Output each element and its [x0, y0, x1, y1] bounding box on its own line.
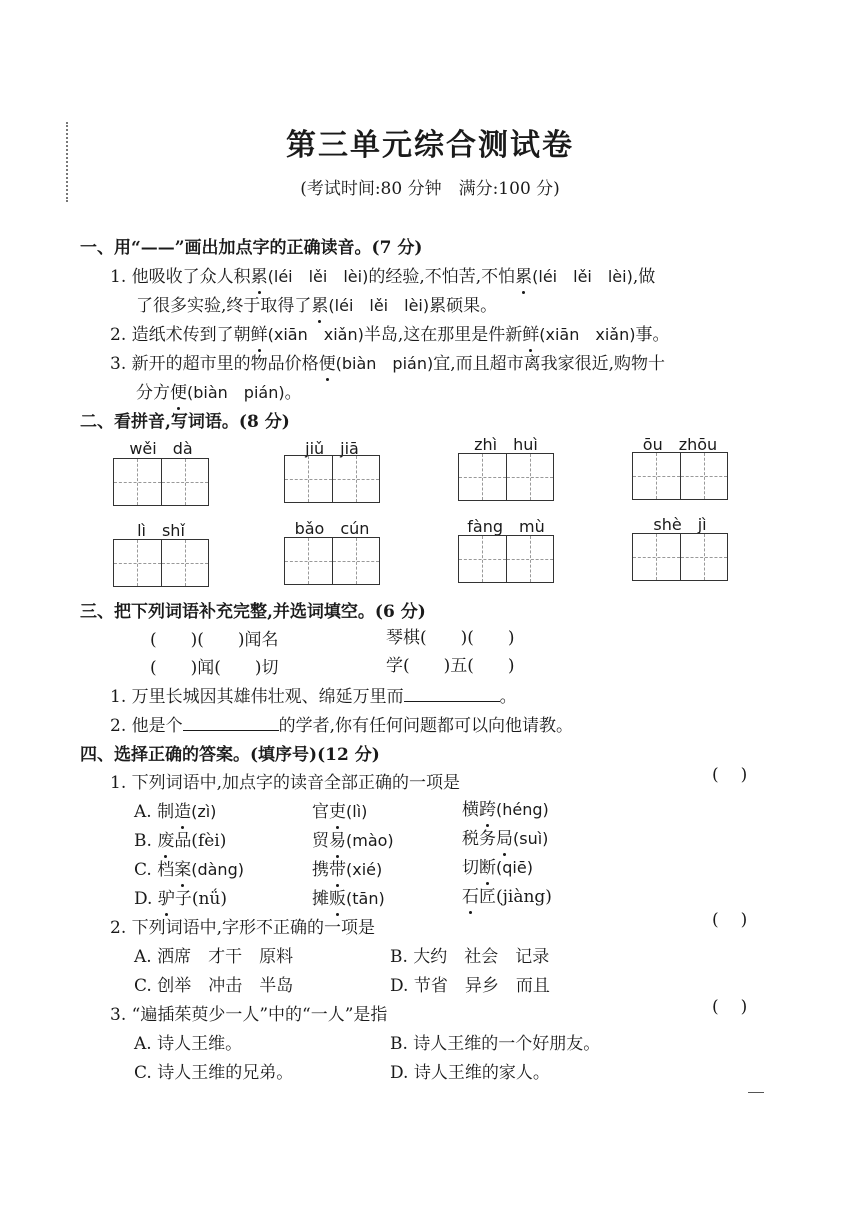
- option-B-word-2: 贸易(mào): [312, 831, 394, 851]
- pinyin-word: bǎo cún: [294, 519, 370, 538]
- answer-parentheses[interactable]: (): [712, 910, 770, 930]
- pinyin-options: (biàn pián): [187, 383, 285, 402]
- pinyin-word: ōu zhōu: [642, 435, 718, 454]
- option-C: C. 创举 冲击 半岛: [134, 976, 294, 996]
- writing-grid[interactable]: [284, 537, 380, 585]
- s4-question-2: 2. 下列词语中,字形不正确的一项是: [110, 918, 376, 938]
- option-A: A. 洒席 才干 原料: [134, 947, 294, 967]
- option-B: B. 废品(fèi): [134, 831, 227, 851]
- option-D-word-2: 摊贩(tān): [312, 889, 385, 909]
- s1-question-3-line-2: 分方便(biàn pián)。: [136, 383, 302, 403]
- section-4-heading: 四、选择正确的答案。(填序号)(12 分): [80, 745, 380, 765]
- option-A: A. 诗人王维。: [134, 1034, 243, 1054]
- section-3-heading: 三、把下列词语补充完整,并选词填空。(6 分): [80, 602, 426, 622]
- pinyin-options: (léi lěi lèi): [267, 267, 369, 286]
- option-D: D. 节省 异乡 而且: [390, 976, 550, 996]
- s1-question-1-line-1: 1. 他吸收了众人积累(léi lěi lèi)的经验,不怕苦,不怕累(léi lěi lèi),做: [110, 267, 656, 287]
- s3-question-1: 1. 万里长城因其雄伟壮观、绵延万里而 。: [110, 687, 517, 707]
- dotted-char: 累: [311, 296, 329, 316]
- exam-info: (考试时间:80 分钟 满分:100 分): [300, 179, 560, 199]
- option-D: D. 驴子(nǘ): [134, 889, 228, 909]
- answer-blank[interactable]: [404, 687, 500, 702]
- option-A-word-3: 横跨(héng): [462, 800, 549, 820]
- writing-grid[interactable]: [632, 452, 728, 500]
- idiom-blank: 学( )五( ): [386, 656, 515, 676]
- dotted-char: 鲜: [250, 325, 268, 345]
- writing-grid[interactable]: [284, 455, 380, 503]
- option-B: B. 诗人王维的一个好朋友。: [390, 1034, 601, 1054]
- idiom-blank: ( )( )闻名: [150, 630, 279, 650]
- pinyin-options: (xiān xiǎn): [539, 325, 636, 344]
- pinyin-word: fàng mù: [467, 517, 545, 536]
- answer-blank[interactable]: [183, 716, 279, 731]
- dotted-char: 便: [318, 354, 336, 374]
- dotted-char: 鲜: [522, 325, 540, 345]
- page-edge-mark: [748, 1092, 764, 1093]
- writing-grid[interactable]: [458, 453, 554, 501]
- option-C: C. 档案(dàng): [134, 860, 244, 880]
- writing-grid[interactable]: [632, 533, 728, 581]
- option-A: A. 制造(zì): [134, 802, 217, 822]
- answer-parentheses[interactable]: (): [712, 997, 770, 1017]
- writing-grid[interactable]: [113, 539, 209, 587]
- s4-question-3: 3. “遍插茱萸少一人”中的“一人”是指: [110, 1005, 388, 1025]
- s1-question-2: 2. 造纸术传到了朝鲜(xiān xiǎn)半岛,这在那里是件新鲜(xiān xiǎn)事。: [110, 325, 670, 345]
- pinyin-word: jiǔ jiā: [305, 439, 359, 458]
- idiom-blank: 琴棋( )( ): [386, 628, 515, 648]
- s3-question-2: 2. 他是个 的学者,你有任何问题都可以向他请教。: [110, 716, 574, 736]
- option-C: C. 诗人王维的兄弟。: [134, 1063, 294, 1083]
- dotted-char: 累: [250, 267, 268, 287]
- pinyin-options: (léi lěi lèi): [328, 296, 430, 315]
- pinyin-word: shè jì: [653, 515, 707, 534]
- idiom-blank: ( )闻( )切: [150, 658, 279, 678]
- dotted-char: 便: [170, 383, 187, 403]
- option-B: B. 大约 社会 记录: [390, 947, 550, 967]
- pinyin-options: (xiān xiǎn): [267, 325, 364, 344]
- option-B-word-3: 税务局(suì): [462, 829, 549, 849]
- option-D: D. 诗人王维的家人。: [390, 1063, 550, 1083]
- pinyin-word: zhì huì: [474, 435, 538, 454]
- section-1-heading: 一、用“——”画出加点字的正确读音。(7 分): [80, 238, 423, 258]
- s4-question-1: 1. 下列词语中,加点字的读音全部正确的一项是: [110, 773, 461, 793]
- answer-parentheses[interactable]: (): [712, 765, 770, 785]
- page-title: 第三单元综合测试卷: [286, 128, 574, 163]
- s1-question-1-line-2: 了很多实验,终于取得了累(léi lěi lèi)累硕果。: [136, 296, 498, 316]
- pinyin-options: (biàn pián): [335, 354, 434, 373]
- option-C-word-2: 携带(xié): [312, 860, 383, 880]
- dotted-char: 累: [515, 267, 533, 287]
- pinyin-word: lì shǐ: [137, 521, 185, 540]
- writing-grid[interactable]: [458, 535, 554, 583]
- section-2-heading: 二、看拼音,写词语。(8 分): [80, 412, 290, 432]
- option-D-word-3: 石匠(jiàng): [462, 887, 552, 907]
- option-A-word-2: 官吏(lì): [312, 802, 368, 822]
- pinyin-options: (léi lěi lèi): [532, 267, 633, 286]
- pinyin-word: wěi dà: [129, 439, 193, 458]
- s1-question-3-line-1: 3. 新开的超市里的物品价格便(biàn pián)宜,而且超市离我家很近,购物十: [110, 354, 666, 374]
- writing-grid[interactable]: [113, 458, 209, 506]
- option-C-word-3: 切断(qiē): [462, 858, 533, 878]
